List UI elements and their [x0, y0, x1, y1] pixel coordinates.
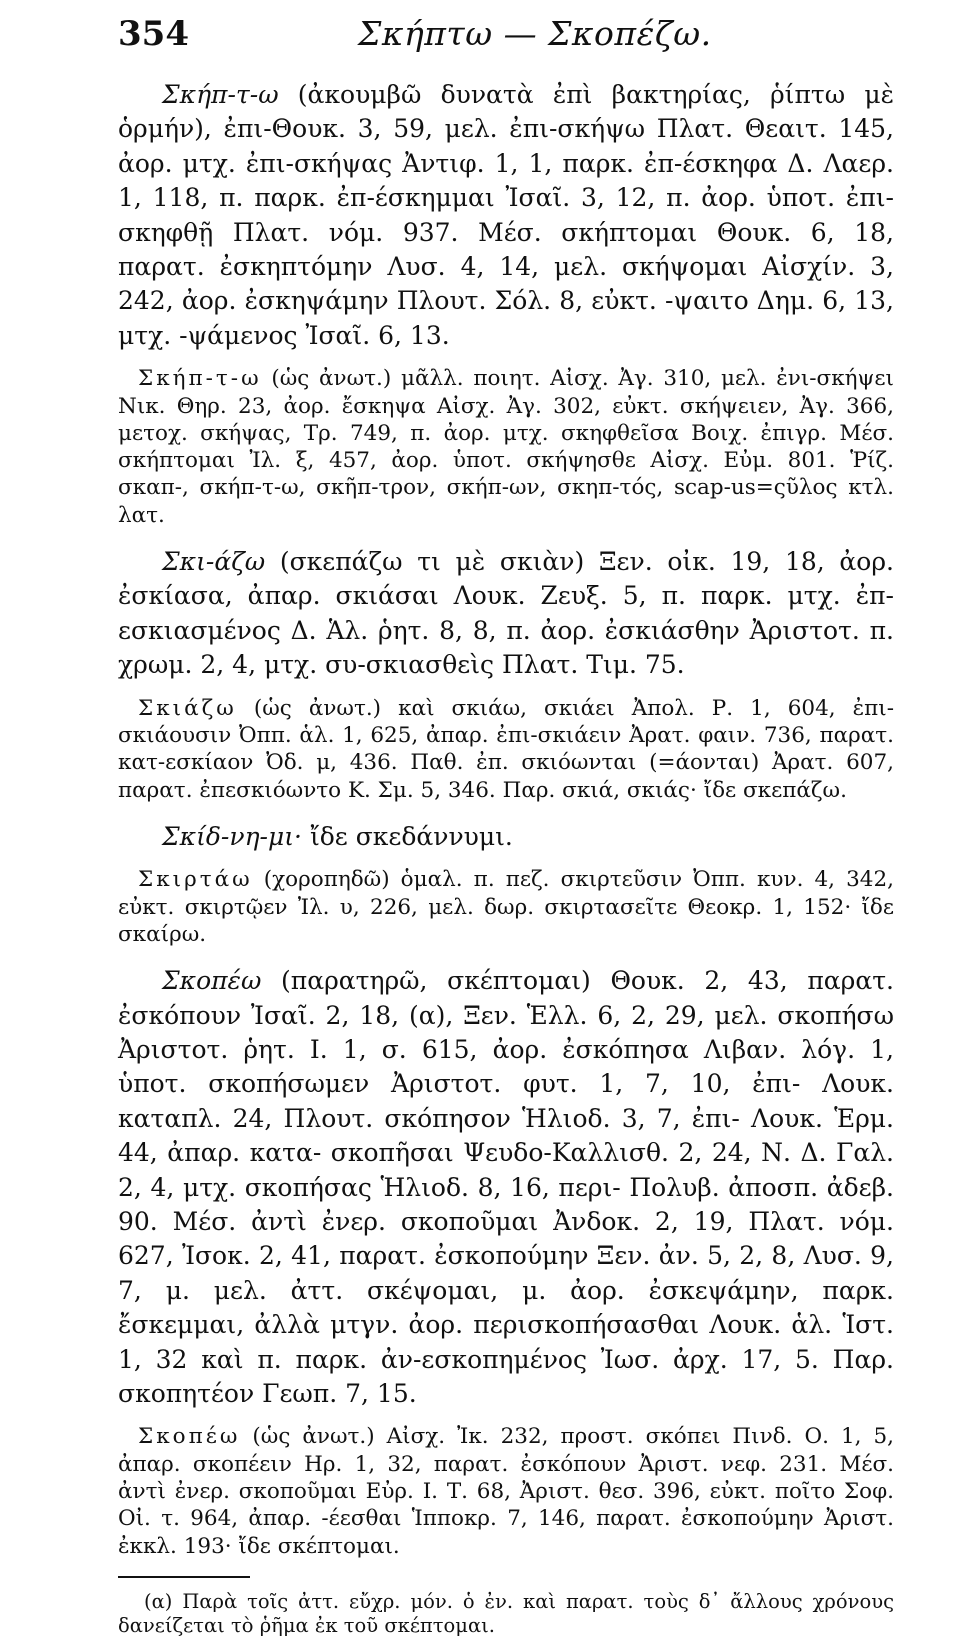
page-header	[118, 14, 894, 78]
footnote-rule	[118, 1576, 250, 1578]
footnote: (α) Παρὰ τοῖς ἀττ. εὔχρ. μόν. ὁ ἐν. καὶ παρατ. τοὺς δ᾽ ἄλλους χρόνους δανείζεται τὸ ῥῆμα ἐκ τοῦ σκέπτομαι.	[118, 1589, 894, 1637]
entry-skepto	[118, 78, 894, 353]
entry-headword: Σκιρτάω	[138, 867, 253, 893]
entry-skopeo-poetic	[118, 1423, 894, 1559]
entry-headword: Σκοπέω	[138, 1424, 241, 1450]
entry-text: ἴδε σκεδάννυμι.	[309, 821, 513, 851]
entry-text: (σκεπάζω τι μὲ σκιὰν) Ξεν. οἰκ. 19, 18, ἀορ. ἐσκίασα, ἀπαρ. σκιάσαι Λουκ. Ζευξ. 5, π. παρκ. μτχ. ἐπ-εσκιασμένος Δ. Ἁλ. ῥητ. 8, 8, π. ἀορ. ἐσκιάσθην Ἀριστοτ. π. χρωμ. 2, 4, μτχ. συ-σκιασθεὶς Πλατ. Τιμ. 75.	[118, 547, 895, 680]
entry-headword: Σκι-άζω	[162, 547, 266, 577]
entry-headword: Σκοπέω	[162, 966, 262, 996]
entry-skiazo-poetic	[118, 695, 894, 804]
entry-skiazo	[118, 545, 894, 683]
entry-headword: Σκήπ-τ-ω	[162, 80, 279, 109]
entry-text: (χοροπηδῶ) ὁμαλ. π. πεζ. σκιρτεῦσιν Ὀππ. κυν. 4, 342, εὐκτ. σκιρτῷεν Ἰλ. υ, 226, μελ. δωρ. σκιρτασεῖτε Θεοκρ. 1, 152· ἴδε σκαίρω.	[118, 867, 894, 947]
entry-skidnemi	[118, 820, 894, 854]
running-head: Σκήπτω — Σκοπέζω.	[358, 14, 712, 53]
entry-headword: Σκίδ-νη-μι·	[162, 821, 302, 851]
entry-text: (ὡς ἀνωτ.) Αἰσχ. Ἰκ. 232, προστ. σκόπει Πινδ. Ο. 1, 5, ἀπαρ. σκοπέειν Ηρ. 1, 32, παρατ. ἐσκόπουν Ἀριστ. νεφ. 231. Μέσ. ἀντὶ ἐνερ. σκοποῦμαι Εὐρ. Ι. Τ. 68, Ἀριστ. θεσ. 396, εὐκτ. ποῖτο Σοφ. Οἰ. τ. 964, ἀπαρ. -έεσθαι Ἱπποκρ. 7, 146, παρατ. ἐσκοπούμην Ἀριστ. ἐκκλ. 193· ἴδε σκέπτομαι.	[118, 1424, 894, 1559]
entry-skirtao	[118, 866, 894, 948]
entry-skepto-poetic	[118, 365, 894, 529]
entry-headword: Σκήπ-τ-ω	[138, 366, 262, 392]
entry-skopeo	[118, 964, 894, 1411]
entry-text: (παρατηρῶ, σκέπτομαι) Θουκ. 2, 43, παρατ. ἐσκόπουν Ἰσαῖ. 2, 18, (α), Ξεν. Ἑλλ. 6, 2, 29, μελ. σκοπήσω Ἀριστοτ. ῥητ. Ι. 1, σ. 615, ἀορ. ἐσκόπησα Λιβαν. λόγ. 1, ὑποτ. σκοπήσωμεν Ἀριστοτ. φυτ. 1, 7, 10, ἐπι- Λουκ. καταπλ. 24, Πλουτ. σκόπησον Ἡλιοδ. 3, 7, ἐπι- Λουκ. Ἑρμ. 44, ἀπαρ. κατα- σκοπῆσαι Ψευδο-Καλλισθ. 2, 24, Ν. Δ. Γαλ. 2, 4, μτχ. σκοπήσας Ἡλιοδ. 8, 16, περι- Πολυβ. ἀποσπ. ἀδεβ. 90. Μέσ. ἀντὶ ἐνερ. σκοποῦμαι Ἀνδοκ. 2, 19, Πλατ. νόμ. 627, Ἰσοκ. 2, 41, παρατ. ἐσκοπούμην Ξεν. ἀν. 5, 2, 8, Λυσ. 9, 7, μ. μελ. ἀττ. σκέψομαι, μ. ἀορ. ἐσκεψάμην, παρκ. ἔσκεμμαι, ἀλλὰ μτγν. ἀορ. περισκοπήσασθαι Λουκ. ἁλ. Ἱστ. 1, 32 καὶ π. παρκ. ἀν-εσκοπημένος Ἰωσ. ἀρχ. 17, 5. Παρ. σκοπητέον Γεωπ. 7, 15.	[118, 966, 894, 1409]
entry-text: (ἀκουμβῶ δυνατὰ ἐπὶ βακτηρίας, ῥίπτω μὲ ὁρμήν), ἐπι-Θουκ. 3, 59, μελ. ἐπι-σκήψω Πλατ. Θεαιτ. 145, ἀορ. μτχ. ἐπι-σκήψας Ἀντιφ. 1, 1, παρκ. ἐπ-έσκηφα Δ. Λαερ. 1, 118, π. παρκ. ἐπ-έσκημμαι Ἰσαῖ. 3, 12, π. ἀορ. ὑποτ. ἐπι-σκηφθῇ Πλατ. νόμ. 937. Μέσ. σκήπτομαι Θουκ. 6, 18, παρατ. ἐσκηπτόμην Λυσ. 4, 14, μελ. σκήψομαι Αἰσχίν. 3, 242, ἀορ. ἐσκηψάμην Πλουτ. Σόλ. 8, εὐκτ. -ψαιτο Δημ. 6, 13, μτχ. -ψάμενος Ἰσαῖ. 6, 13.	[118, 80, 894, 350]
page-number: 354	[118, 14, 189, 54]
entry-text: (ὡς ἀνωτ.) καὶ σκιάω, σκιάει Ἀπολ. Ρ. 1, 604, ἐπι-σκιάουσιν Ὀππ. ἁλ. 1, 625, ἀπαρ. ἐπι-σκιάειν Ἀρατ. φαιν. 736, παρατ. κατ-εσκίαον Ὀδ. μ, 436. Παθ. ἐπ. σκιόωνται (=άονται) Ἀρατ. 607, παρατ. ἐπεσκιόωντο Κ. Σμ. 5, 346. Παρ. σκιά, σκιάς· ἴδε σκεπάζω.	[118, 695, 894, 803]
entry-headword: Σκιάζω	[138, 695, 237, 721]
entry-text: (ὡς ἀνωτ.) μᾶλλ. ποιητ. Αἰσχ. Ἀγ. 310, μελ. ἐνι-σκήψει Νικ. Θηρ. 23, ἀορ. ἔσκηψα Αἰσχ. Ἀγ. 302, εὐκτ. σκήψειεν, Ἀγ. 366, μετοχ. σκήψας, Τρ. 749, π. ἀορ. μτχ. σκηφθεῖσα Βοιχ. ἐπιγρ. Μέσ. σκήπτομαι Ἰλ. ξ, 457, ἀορ. ὑποτ. σκήψησθε Αἰσχ. Εὐμ. 801. Ῥίζ. σκαπ-, σκήπ-τ-ω, σκῆπ-τρον, σκήπ-ων, σκηπ-τός, scap-us=ςῦλος κτλ. λατ.	[118, 366, 894, 528]
